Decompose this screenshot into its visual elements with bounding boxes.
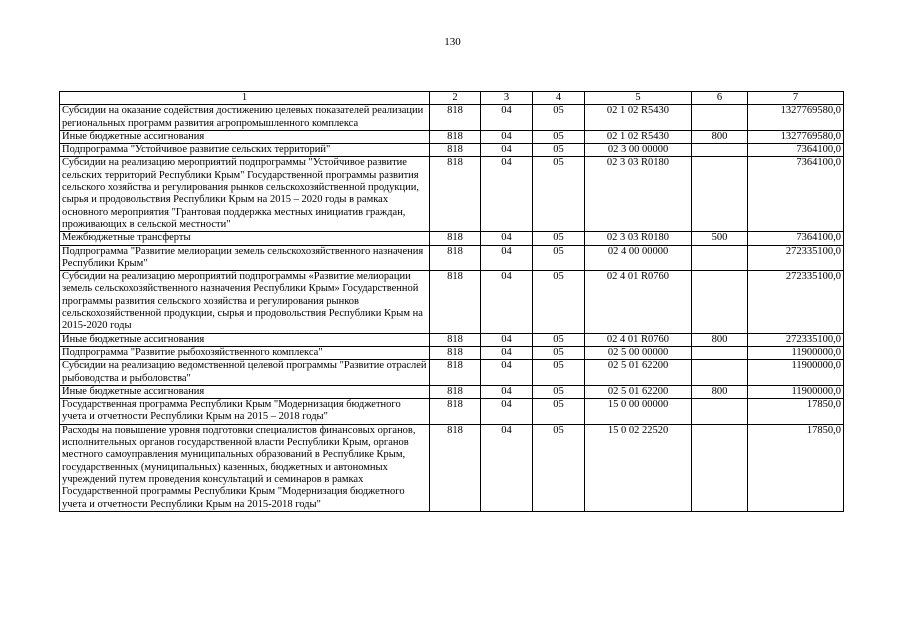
subsection-cell: 05 (533, 346, 585, 359)
column-header: 2 (430, 92, 481, 105)
section-cell: 04 (481, 399, 533, 425)
budget-table (59, 91, 844, 512)
ministry-code-cell: 818 (430, 346, 481, 359)
row-name-cell: Иные бюджетные ассигнования (60, 333, 430, 346)
subsection-cell: 05 (533, 105, 585, 131)
target-article-cell: 02 5 01 62200 (585, 385, 692, 398)
table-row (60, 105, 844, 131)
expense-type-cell: 800 (692, 385, 748, 398)
row-name-cell: Межбюджетные трансферты (60, 232, 430, 245)
ministry-code-cell: 818 (430, 130, 481, 143)
table-row (60, 271, 844, 333)
amount-cell: 7364100,0 (748, 157, 844, 232)
subsection-cell: 05 (533, 385, 585, 398)
row-name-cell: Подпрограмма "Устойчивое развитие сельских территорий" (60, 144, 430, 157)
table-row (60, 130, 844, 143)
row-name-cell: Иные бюджетные ассигнования (60, 385, 430, 398)
row-name-cell: Подпрограмма "Развитие мелиорации земель сельскохозяйственного назначения Республики Крым" (60, 245, 430, 271)
table-row (60, 333, 844, 346)
ministry-code-cell: 818 (430, 157, 481, 232)
ministry-code-cell: 818 (430, 399, 481, 425)
target-article-cell: 02 3 03 R0180 (585, 232, 692, 245)
row-name-cell: Подпрограмма "Развитие рыбохозяйственного комплекса" (60, 346, 430, 359)
section-cell: 04 (481, 346, 533, 359)
table-row (60, 232, 844, 245)
amount-cell: 17850,0 (748, 399, 844, 425)
amount-cell: 7364100,0 (748, 144, 844, 157)
header-row (60, 92, 844, 105)
table-row (60, 144, 844, 157)
table-row (60, 245, 844, 271)
section-cell: 04 (481, 424, 533, 511)
ministry-code-cell: 818 (430, 385, 481, 398)
row-name-cell: Субсидии на реализацию мероприятий подпрограммы «Развитие мелиорации земель сельскохозяйственного назначения Республики Крым» Государственной программы развития сельского хозяйства и регулирования рынков сельскохозяйственной продукции, сырья и продовольствия Республики Крым на 2015-2020 годы (60, 271, 430, 333)
ministry-code-cell: 818 (430, 333, 481, 346)
row-name-cell: Иные бюджетные ассигнования (60, 130, 430, 143)
ministry-code-cell: 818 (430, 245, 481, 271)
column-header: 6 (692, 92, 748, 105)
target-article-cell: 02 1 02 R5430 (585, 105, 692, 131)
section-cell: 04 (481, 130, 533, 143)
subsection-cell: 05 (533, 333, 585, 346)
table-row (60, 399, 844, 425)
target-article-cell: 02 5 00 00000 (585, 346, 692, 359)
section-cell: 04 (481, 333, 533, 346)
amount-cell: 272335100,0 (748, 245, 844, 271)
amount-cell: 1327769580,0 (748, 105, 844, 131)
table-row (60, 385, 844, 398)
column-header: 7 (748, 92, 844, 105)
target-article-cell: 02 4 01 R0760 (585, 271, 692, 333)
ministry-code-cell: 818 (430, 271, 481, 333)
expense-type-cell (692, 424, 748, 511)
section-cell: 04 (481, 144, 533, 157)
amount-cell: 272335100,0 (748, 333, 844, 346)
row-name-cell: Субсидии на реализацию мероприятий подпрограммы "Устойчивое развитие сельских территорий Республики Крым" Государственной программы развития сельского хозяйства и регулирования рынков сельскохозяйственной продукции, сырья и продовольствия Республики Крым на 2015 – 2020 годы в рамках основного мероприятия "Грантовая поддержка местных инициатив граждан, проживающих в сельской местности" (60, 157, 430, 232)
expense-type-cell (692, 245, 748, 271)
expense-type-cell (692, 157, 748, 232)
amount-cell: 1327769580,0 (748, 130, 844, 143)
ministry-code-cell: 818 (430, 105, 481, 131)
ministry-code-cell: 818 (430, 424, 481, 511)
amount-cell: 11900000,0 (748, 346, 844, 359)
subsection-cell: 05 (533, 232, 585, 245)
expense-type-cell (692, 399, 748, 425)
expense-type-cell (692, 144, 748, 157)
table-row (60, 360, 844, 386)
expense-type-cell: 500 (692, 232, 748, 245)
amount-cell: 272335100,0 (748, 271, 844, 333)
subsection-cell: 05 (533, 144, 585, 157)
amount-cell: 17850,0 (748, 424, 844, 511)
table-row (60, 424, 844, 511)
target-article-cell: 02 1 02 R5430 (585, 130, 692, 143)
target-article-cell: 15 0 02 22520 (585, 424, 692, 511)
amount-cell: 7364100,0 (748, 232, 844, 245)
amount-cell: 11900000,0 (748, 385, 844, 398)
section-cell: 04 (481, 157, 533, 232)
expense-type-cell (692, 346, 748, 359)
subsection-cell: 05 (533, 271, 585, 333)
target-article-cell: 02 3 03 R0180 (585, 157, 692, 232)
expense-type-cell (692, 360, 748, 386)
row-name-cell: Расходы на повышение уровня подготовки специалистов финансовых органов, исполнительных органов государственной власти Республики Крым, органов местного самоуправления муниципальных образований в Республике Крым, государственных (муниципальных) казенных, бюджетных и автономных учреждений путем проведения консультаций и семинаров в рамках Государственной программы Республики Крым "Модернизация бюджетного учета и отчетности Республики Крым на 2015-2018 годы" (60, 424, 430, 511)
ministry-code-cell: 818 (430, 360, 481, 386)
subsection-cell: 05 (533, 424, 585, 511)
expense-type-cell: 800 (692, 130, 748, 143)
target-article-cell: 02 5 01 62200 (585, 360, 692, 386)
row-name-cell: Субсидии на реализацию ведомственной целевой программы "Развитие отраслей рыбоводства и рыболовства" (60, 360, 430, 386)
column-header: 5 (585, 92, 692, 105)
table-row (60, 346, 844, 359)
subsection-cell: 05 (533, 360, 585, 386)
subsection-cell: 05 (533, 157, 585, 232)
expense-type-cell (692, 105, 748, 131)
subsection-cell: 05 (533, 245, 585, 271)
target-article-cell: 02 4 00 00000 (585, 245, 692, 271)
column-header: 3 (481, 92, 533, 105)
expense-type-cell: 800 (692, 333, 748, 346)
target-article-cell: 15 0 00 00000 (585, 399, 692, 425)
section-cell: 04 (481, 105, 533, 131)
section-cell: 04 (481, 245, 533, 271)
table-row (60, 157, 844, 232)
target-article-cell: 02 4 01 R0760 (585, 333, 692, 346)
column-header: 4 (533, 92, 585, 105)
subsection-cell: 05 (533, 130, 585, 143)
section-cell: 04 (481, 232, 533, 245)
target-article-cell: 02 3 00 00000 (585, 144, 692, 157)
subsection-cell: 05 (533, 399, 585, 425)
amount-cell: 11900000,0 (748, 360, 844, 386)
column-header: 1 (60, 92, 430, 105)
ministry-code-cell: 818 (430, 232, 481, 245)
row-name-cell: Субсидии на оказание содействия достижению целевых показателей реализации региональных программ развития агропромышленного комплекса (60, 105, 430, 131)
section-cell: 04 (481, 271, 533, 333)
page-number: 130 (444, 36, 461, 48)
section-cell: 04 (481, 385, 533, 398)
ministry-code-cell: 818 (430, 144, 481, 157)
row-name-cell: Государственная программа Республики Крым "Модернизация бюджетного учета и отчетности Республики Крым на 2015 – 2018 годы" (60, 399, 430, 425)
section-cell: 04 (481, 360, 533, 386)
expense-type-cell (692, 271, 748, 333)
